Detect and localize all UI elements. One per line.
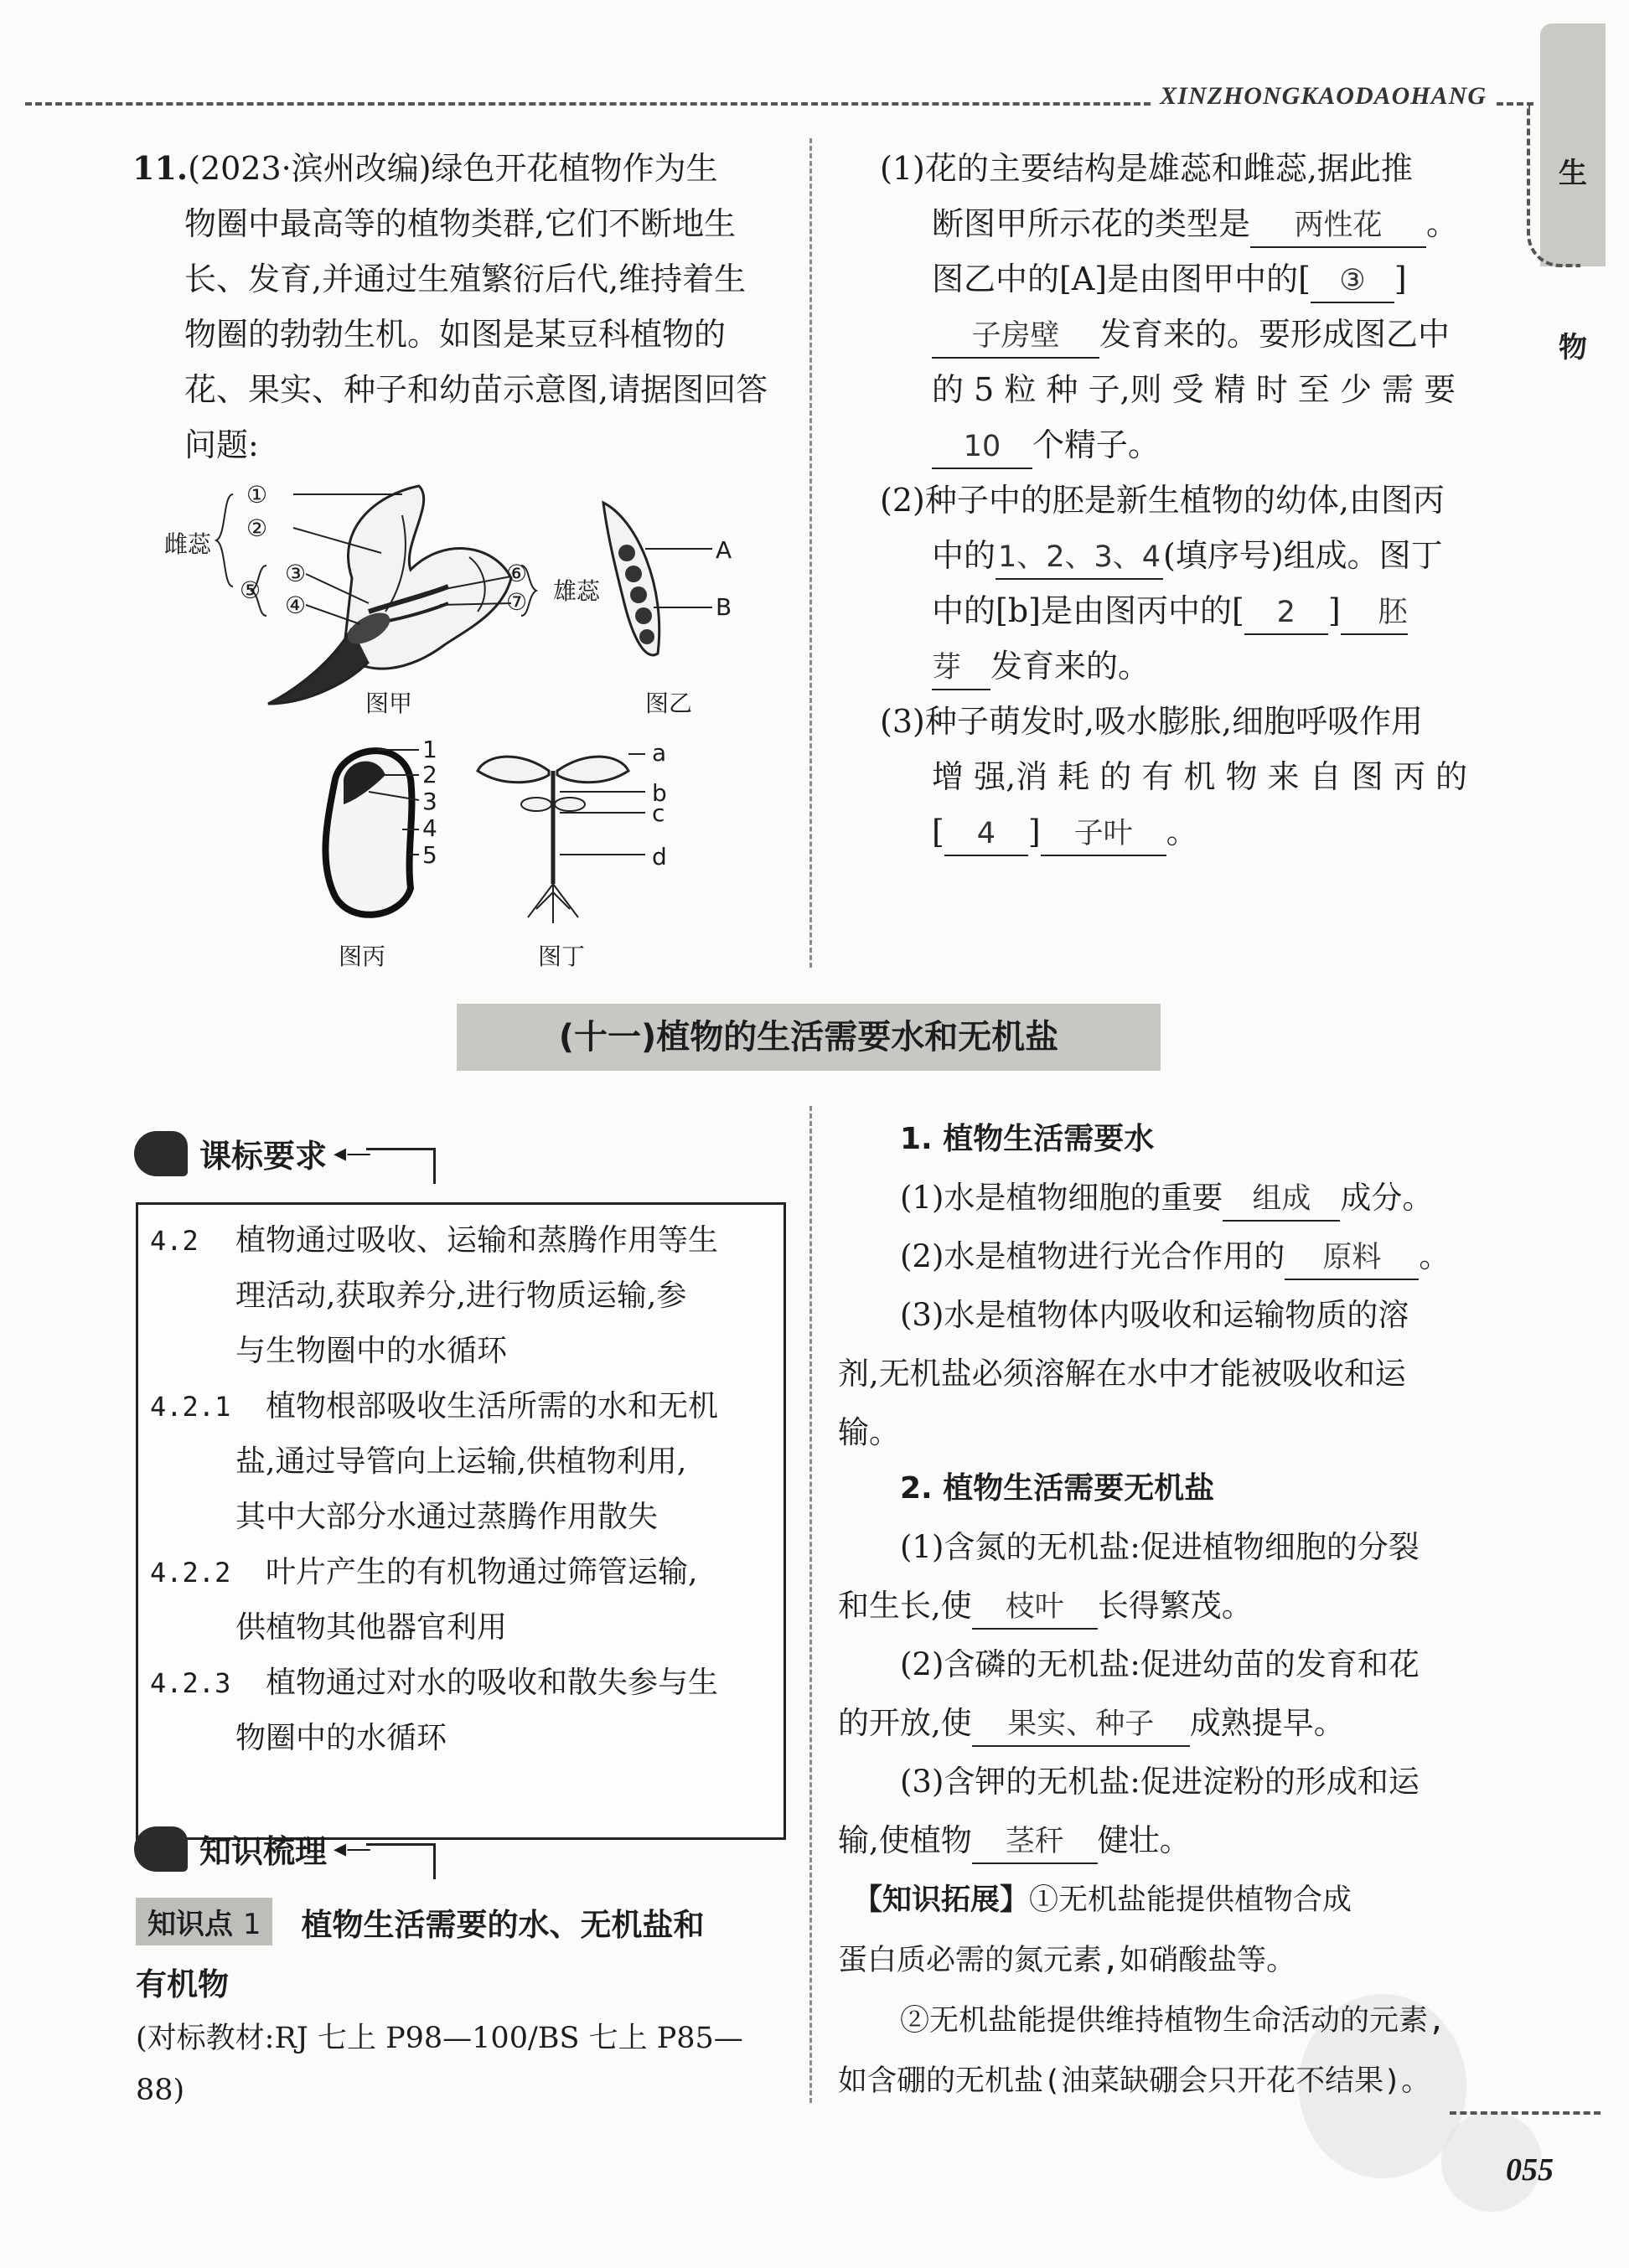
footer-dashed-line xyxy=(1450,2111,1601,2115)
marker-6: ⑥ xyxy=(506,560,528,587)
kp-title: 植物生活需要的水、无机盐和 xyxy=(301,1906,705,1943)
marker-bing-1: 1 xyxy=(422,736,437,763)
marker-4: ④ xyxy=(285,592,307,619)
curriculum-box xyxy=(136,1202,786,1840)
phosphorus-line-2b: 成熟提早。 xyxy=(1189,1705,1345,1741)
arrow-icon: ◂— xyxy=(334,1834,372,1863)
potassium-line-1: (3)含钾的无机盐:促进淀粉的形成和运 xyxy=(900,1764,1420,1800)
caption-yi: 图乙 xyxy=(645,690,693,717)
page-number: 055 xyxy=(1506,2152,1554,2188)
section-title-banner: (十一)植物的生活需要水和无机盐 xyxy=(457,1004,1161,1071)
answer-embryo-parts: 1、2、3、4 xyxy=(995,536,1163,580)
part2-line-3a: 中的[b]是由图丙中的[ xyxy=(932,592,1244,629)
extension-line-4: 如含硼的无机盐(油菜缺硼会只开花不结果)。 xyxy=(838,2064,1431,2098)
label-cirui: 雌蕊 xyxy=(164,530,212,558)
marker-2: ② xyxy=(246,514,268,542)
part2-line-2b: (填序号)组成。图丁 xyxy=(1163,537,1443,574)
caption-jia: 图甲 xyxy=(365,690,413,717)
part3-line-1: (3)种子萌发时,吸水膨胀,细胞呼吸作用 xyxy=(880,703,1423,740)
stem-line-1: (2023·滨州改编)绿色开花植物作为生 xyxy=(188,150,718,187)
curriculum-item xyxy=(143,1379,778,1545)
stem-line-5: 花、果实、种子和幼苗示意图,请据图回答 xyxy=(184,371,768,408)
running-title: XINZHONGKAODAOHANG xyxy=(1151,82,1495,111)
marker-bing-3: 3 xyxy=(422,788,437,815)
water-p1b: 成分。 xyxy=(1340,1180,1434,1216)
marker-A: A xyxy=(716,536,732,564)
curriculum-item-number: 4.2.2 xyxy=(150,1557,231,1589)
part1-line-4b: 发育来的。要形成图乙中 xyxy=(1099,316,1451,353)
extension-line-2: 蛋白质必需的氮元素,如硝酸盐等。 xyxy=(838,1944,1296,1977)
part1-line-2b: 。 xyxy=(1426,205,1459,242)
curriculum-line: 植物通过对水的吸收和散失参与生 xyxy=(266,1666,719,1700)
part2-line-3b: ] xyxy=(1327,592,1341,629)
figure-jia-flower xyxy=(159,478,612,721)
marker-3: ③ xyxy=(285,560,307,587)
figure-bing-seed xyxy=(310,737,461,930)
part1-line-1: (1)花的主要结构是雄蕊和雌蕊,据此推 xyxy=(880,150,1413,187)
curriculum-item xyxy=(143,1213,778,1379)
knowledge-point-1 xyxy=(136,1898,798,2116)
answer-cotyledon-name: 子叶 xyxy=(1041,813,1166,856)
caption-ding: 图丁 xyxy=(538,943,586,970)
extension-label: 【知识拓展】 xyxy=(853,1883,1030,1917)
stem-line-3: 长、发育,并通过生殖繁衍后代,维持着生 xyxy=(184,261,747,297)
question-11-stem xyxy=(132,141,794,473)
heading-bracket xyxy=(366,1843,436,1879)
stem-line-6: 问题: xyxy=(184,426,259,463)
car-icon xyxy=(134,1826,188,1872)
curriculum-line: 物圈中的水循环 xyxy=(235,1721,447,1755)
figure-yi-pod xyxy=(587,494,754,670)
answer-bud-name-b: 芽 xyxy=(932,647,990,690)
curriculum-item xyxy=(143,1545,778,1656)
knowledge-point-label xyxy=(136,1898,272,1945)
curriculum-line: 供植物其他器官利用 xyxy=(235,1610,508,1645)
part1-line-3a: 图乙中的[A]是由图甲中的[ xyxy=(932,261,1311,297)
curriculum-line: 植物根部吸收生活所需的水和无机 xyxy=(266,1389,719,1423)
answer-potassium: 茎秆 xyxy=(972,1821,1098,1864)
water-section xyxy=(838,1110,1508,1462)
part1-line-6b: 个精子。 xyxy=(1032,426,1161,463)
knowledge-heading xyxy=(134,1818,436,1879)
marker-ding-b: b xyxy=(652,779,667,807)
part2-line-4b: 发育来的。 xyxy=(990,648,1151,685)
part2-line-2a: 中的 xyxy=(932,537,996,574)
answer-water-composition: 组成 xyxy=(1223,1178,1340,1222)
answer-cotyledon-number: 4 xyxy=(944,813,1028,856)
curriculum-line: 与生物圈中的水循环 xyxy=(235,1334,508,1368)
arrow-icon: ◂— xyxy=(334,1139,372,1168)
curriculum-line: 盐,通过导管向上运输,供植物利用, xyxy=(235,1444,687,1479)
answer-bud-number: 2 xyxy=(1244,592,1328,635)
water-p3-line3: 输。 xyxy=(838,1414,900,1450)
part1-line-5: 的 5 粒 种 子,则 受 精 时 至 少 需 要 xyxy=(932,371,1456,408)
curriculum-item-number: 4.2 xyxy=(150,1225,199,1257)
potassium-line-2b: 健壮。 xyxy=(1097,1822,1191,1858)
question-11-part-1 xyxy=(880,141,1500,473)
water-p2b: 。 xyxy=(1419,1238,1451,1274)
water-heading: 1. 植物生活需要水 xyxy=(900,1122,1155,1156)
extension-line-1: ①无机盐能提供植物合成 xyxy=(1029,1883,1352,1917)
question-11-part-2 xyxy=(880,473,1500,694)
marker-ding-a: a xyxy=(652,739,667,767)
answer-bud-name-a: 胚 xyxy=(1341,592,1408,635)
side-tab-char-1: 生 xyxy=(1559,157,1587,190)
kp-number: 1 xyxy=(242,1908,261,1941)
water-p1a: (1)水是植物细胞的重要 xyxy=(900,1180,1223,1216)
part3-line-3c: 。 xyxy=(1166,814,1198,850)
phosphorus-line-2a: 的开放,使 xyxy=(838,1705,972,1741)
marker-1: ① xyxy=(246,481,268,509)
part1-line-3b: ] xyxy=(1394,261,1407,297)
answer-sperm-count: 10 xyxy=(932,426,1032,469)
question-number: 11. xyxy=(132,149,189,187)
curriculum-line: 植物通过吸收、运输和蒸腾作用等生 xyxy=(235,1223,719,1258)
column-divider-top xyxy=(809,138,812,968)
phosphorus-line-1: (2)含磷的无机盐:促进幼苗的发育和花 xyxy=(900,1646,1420,1682)
curriculum-line: 叶片产生的有机物通过筛管运输, xyxy=(266,1555,698,1589)
marker-bing-2: 2 xyxy=(422,761,437,788)
part1-line-2a: 断图甲所示花的类型是 xyxy=(932,205,1251,242)
curriculum-heading xyxy=(134,1123,436,1184)
marker-B: B xyxy=(716,593,732,621)
part3-line-2: 增 强,消 耗 的 有 机 物 来 自 图 丙 的 xyxy=(932,758,1467,795)
side-tab-dashed-border xyxy=(1527,105,1580,267)
nitrogen-line-2b: 长得繁茂。 xyxy=(1097,1588,1253,1624)
kp-reference-1: (对标教材:RJ 七上 P98—100/BS 七上 P85— xyxy=(136,2022,743,2055)
marker-ding-d: d xyxy=(652,843,667,871)
caption-bing: 图丙 xyxy=(339,943,386,970)
salt-heading: 2. 植物生活需要无机盐 xyxy=(900,1471,1215,1506)
curriculum-item xyxy=(143,1656,778,1766)
marker-5: ⑤ xyxy=(240,576,261,604)
answer-flower-type: 两性花 xyxy=(1250,204,1426,248)
side-tab-char-2: 物 xyxy=(1559,331,1587,364)
marker-ding-c: c xyxy=(652,799,665,827)
answer-structure-name: 子房壁 xyxy=(932,315,1099,359)
nitrogen-line-2a: 和生长,使 xyxy=(838,1588,972,1624)
extension-line-3: ②无机盐能提供维持植物生命活动的元素, xyxy=(900,2004,1446,2038)
potassium-line-2a: 输,使植物 xyxy=(838,1822,972,1858)
curriculum-heading-text: 课标要求 xyxy=(199,1138,328,1175)
curriculum-item-number: 4.2.1 xyxy=(150,1391,231,1423)
kp-reference-2: 88) xyxy=(136,2074,185,2107)
part2-line-1: (2)种子中的胚是新生植物的幼体,由图丙 xyxy=(880,482,1445,519)
curriculum-line: 理活动,获取养分,进行物质运输,参 xyxy=(235,1279,687,1313)
answer-phosphorus: 果实、种子 xyxy=(972,1703,1190,1747)
stem-line-4: 物圈的勃勃生机。如图是某豆科植物的 xyxy=(184,316,727,353)
column-divider-bottom xyxy=(809,1106,812,2103)
curriculum-item-number: 4.2.3 xyxy=(150,1667,231,1699)
knowledge-extension xyxy=(838,1870,1508,2111)
heading-bracket xyxy=(366,1148,436,1184)
stem-line-2: 物圈中最高等的植物类群,它们不断地生 xyxy=(184,205,737,242)
marker-bing-5: 5 xyxy=(422,841,437,869)
kp-label-text: 知识点 xyxy=(147,1908,233,1941)
answer-nitrogen: 枝叶 xyxy=(972,1586,1098,1630)
marker-bing-4: 4 xyxy=(422,814,437,842)
answer-water-raw-material: 原料 xyxy=(1285,1237,1419,1280)
part3-line-3b: ] xyxy=(1027,814,1041,850)
water-p3-line1: (3)水是植物体内吸收和运输物质的溶 xyxy=(900,1297,1409,1333)
part3-line-3a: [ xyxy=(932,814,944,850)
salt-section xyxy=(838,1459,1508,1870)
water-p3-line2: 剂,无机盐必须溶解在水中才能被吸收和运 xyxy=(838,1356,1406,1392)
water-p2a: (2)水是植物进行光合作用的 xyxy=(900,1238,1285,1274)
marker-7: ⑦ xyxy=(506,588,528,616)
car-icon xyxy=(134,1131,188,1176)
figure-ding-seedling xyxy=(469,737,670,930)
knowledge-heading-text: 知识梳理 xyxy=(199,1833,328,1870)
nitrogen-line-1: (1)含氮的无机盐:促进植物细胞的分裂 xyxy=(900,1529,1420,1565)
curriculum-line: 其中大部分水通过蒸腾作用散失 xyxy=(235,1500,659,1534)
label-xiongrui: 雄蕊 xyxy=(553,577,601,605)
question-11-part-3 xyxy=(880,694,1500,860)
answer-structure-number: ③ xyxy=(1311,260,1394,303)
kp-title-2: 有机物 xyxy=(136,1966,229,2002)
